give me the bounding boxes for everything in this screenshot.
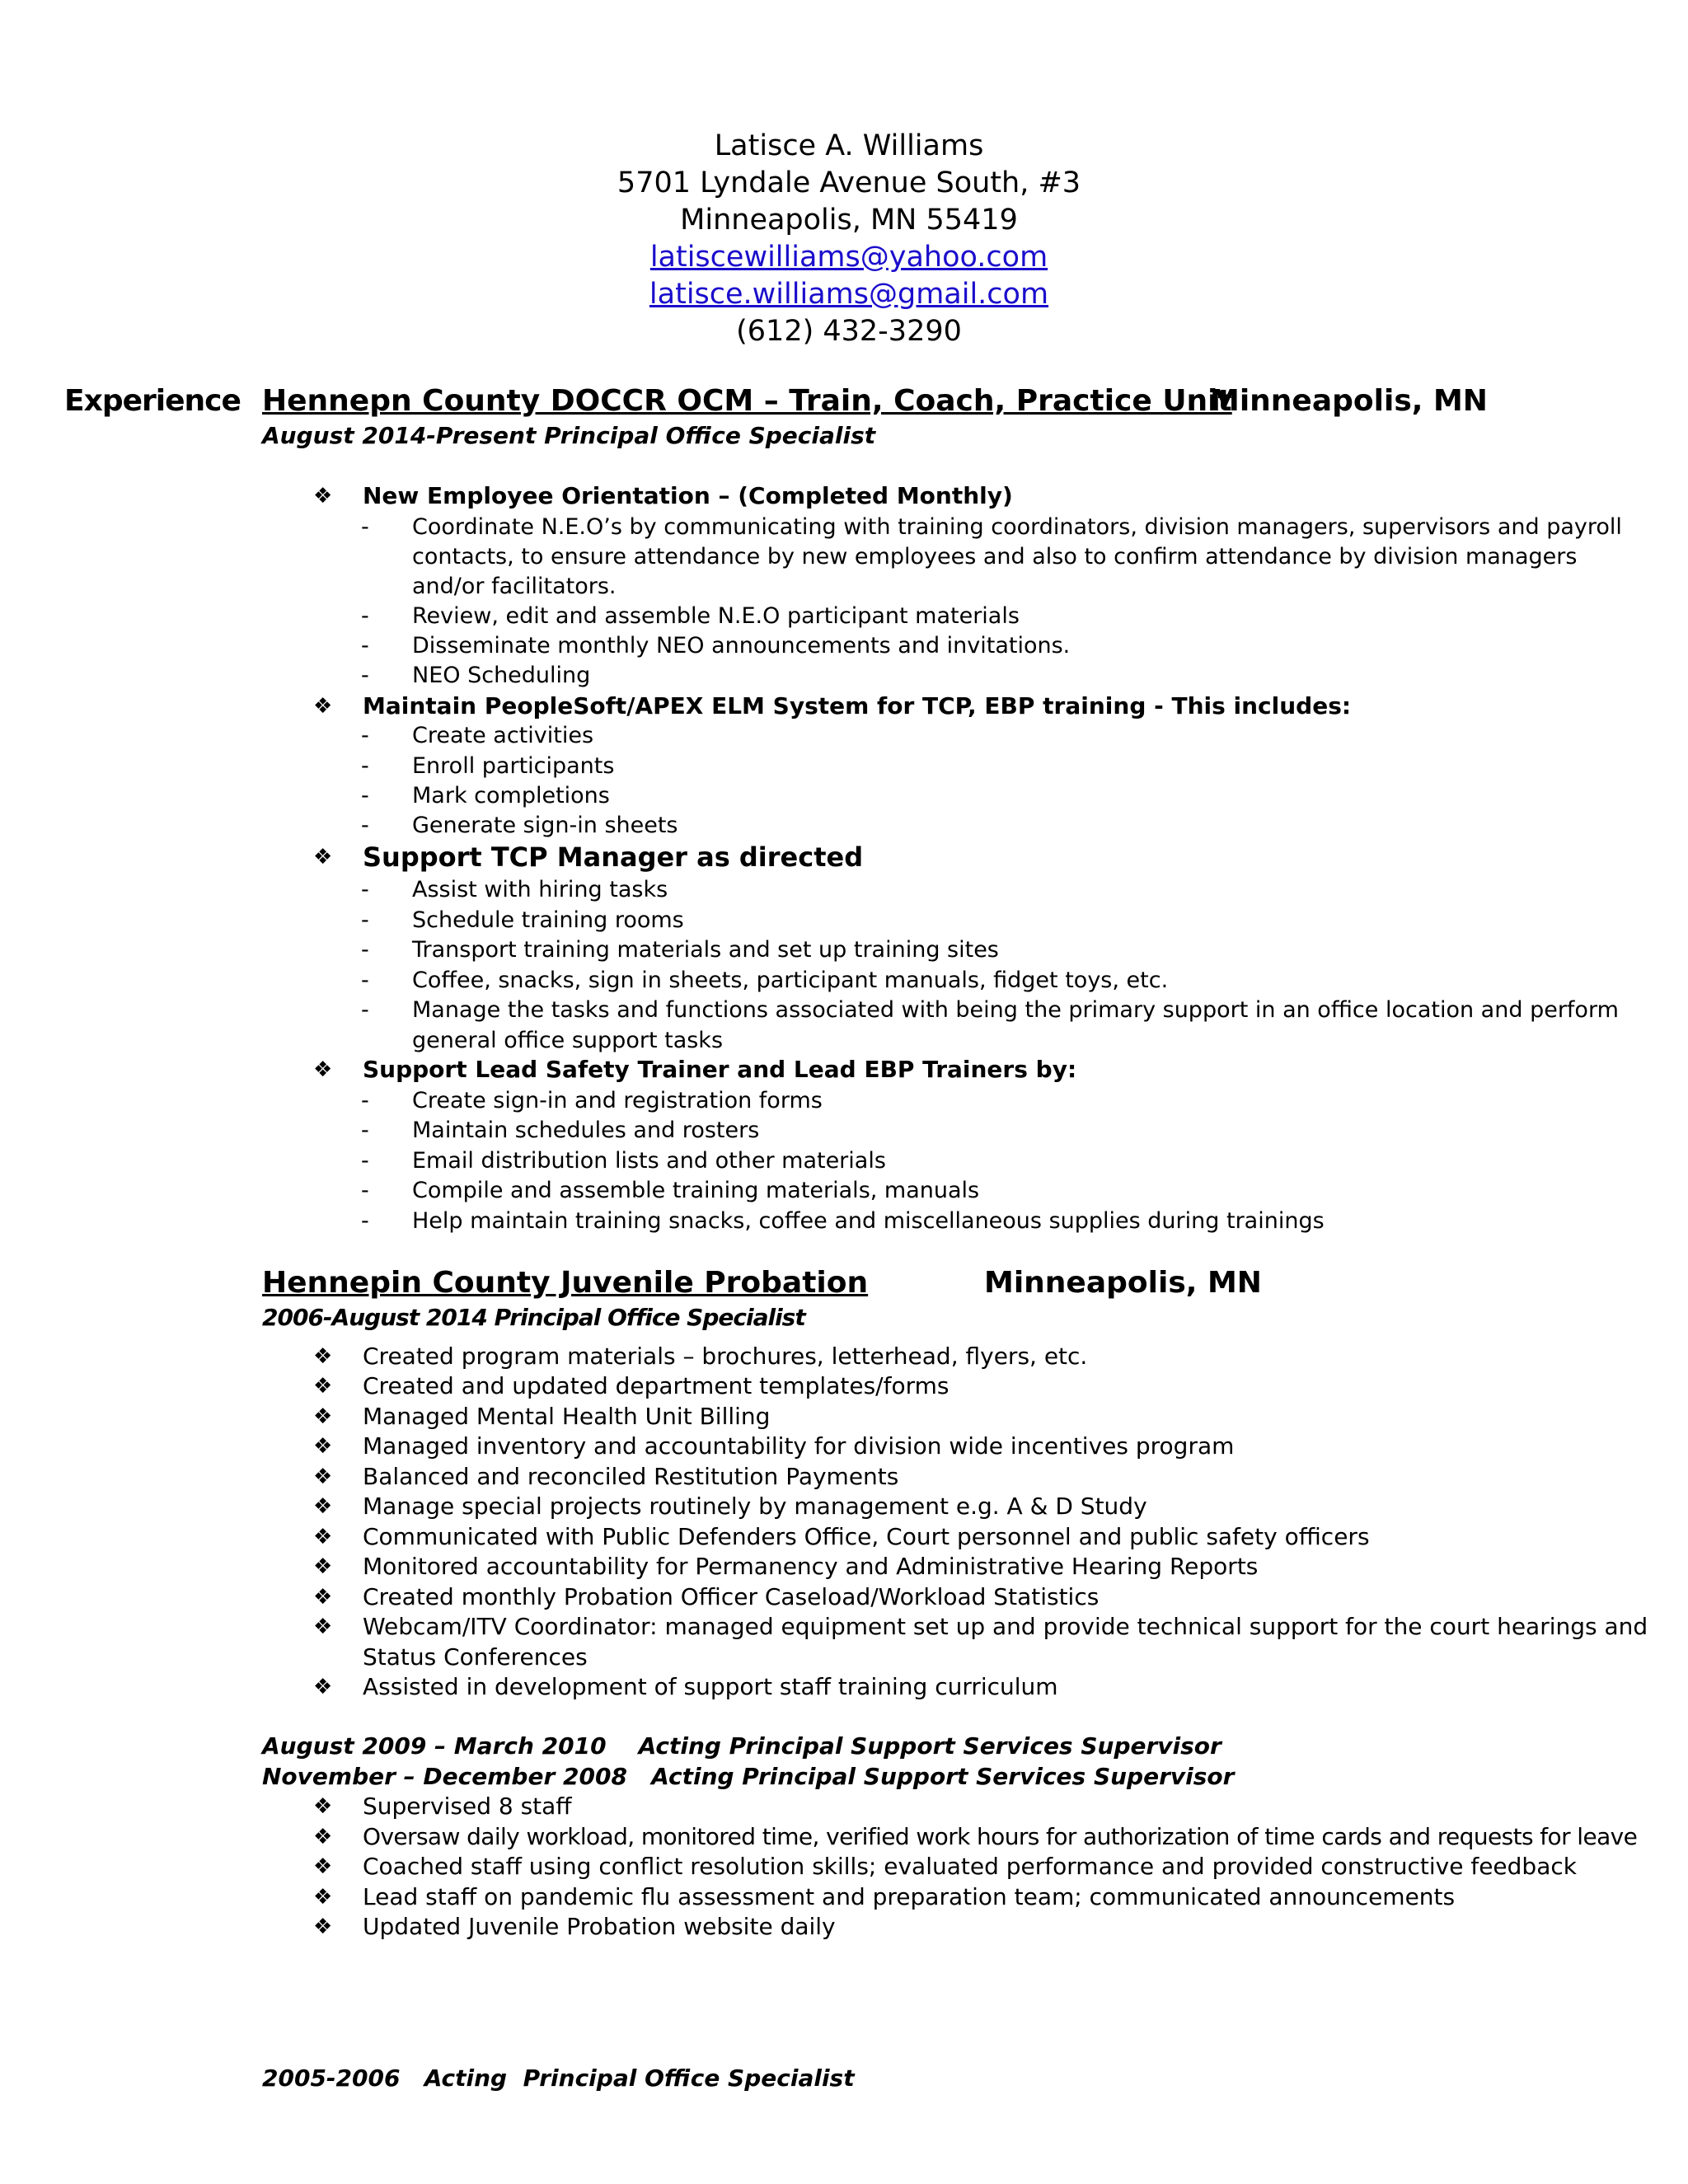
diamond-bullet-icon: ❖ — [313, 1615, 333, 1639]
acting-role-line-2: November – December 2008 Acting Principal Support Services Supervisor — [262, 1763, 1235, 1790]
diamond-bullet-icon: ❖ — [313, 1794, 333, 1819]
diamond-bullet-icon: ❖ — [313, 1675, 333, 1699]
diamond-bullet-icon: ❖ — [313, 1465, 333, 1489]
email-link-yahoo[interactable]: latiscewilliams@yahoo.com — [649, 241, 1048, 274]
diamond-bullet-icon: ❖ — [313, 1374, 333, 1399]
list-item-continuation: contacts, to ensure attendance by new employees and also to confirm attendance by division managers — [412, 544, 1578, 569]
job2-location: Minneapolis, MN — [984, 1266, 1262, 1300]
job2-dates-title: 2006-August 2014 Principal Office Specialist — [262, 1304, 805, 1331]
diamond-bullet-icon: ❖ — [313, 845, 333, 869]
experience-section-label: Experience — [64, 384, 241, 418]
diamond-bullet-icon: ❖ — [313, 1885, 333, 1910]
list-item-continuation: general office support tasks — [412, 1028, 724, 1053]
job2-header — [262, 1266, 1262, 1300]
diamond-bullet-icon: ❖ — [313, 1525, 333, 1549]
diamond-bullet-icon: ❖ — [313, 1494, 333, 1519]
diamond-bullet-icon: ❖ — [313, 1554, 333, 1579]
diamond-bullet-icon: ❖ — [313, 1434, 333, 1459]
diamond-bullet-icon: ❖ — [313, 1344, 333, 1369]
job2-employer: Hennepin County Juvenile Probation — [262, 1266, 869, 1300]
list-item-continuation: and/or facilitators. — [412, 574, 617, 599]
email-link-gmail[interactable]: latisce.williams@gmail.com — [649, 278, 1049, 311]
address-line-2: Minneapolis, MN 55419 — [680, 204, 1018, 237]
diamond-bullet-icon: ❖ — [313, 1057, 333, 1082]
candidate-name: Latisce A. Williams — [714, 129, 984, 162]
address-line-1: 5701 Lyndale Avenue South, #3 — [617, 166, 1081, 199]
acting-role-line-1: August 2009 – March 2010 Acting Principal Support Services Supervisor — [262, 1732, 1221, 1760]
list-item-continuation: Status Conferences — [363, 1643, 588, 1671]
diamond-bullet-icon: ❖ — [313, 1915, 333, 1939]
diamond-bullet-icon: ❖ — [313, 484, 333, 509]
job1-dates-title: August 2014-Present Principal Office Specialist — [262, 422, 876, 449]
diamond-bullet-icon: ❖ — [313, 1585, 333, 1610]
diamond-bullet-icon: ❖ — [313, 1825, 333, 1849]
resume-page: Latisce A. Williams 5701 Lyndale Avenue South, #3 Minneapolis, MN 55419 latiscewilliams@yahoo.com latisce.williams@gmail.com (612) 432-3290 Experience Hennepn County DOCCR OCM – Train, Coach, Practice Unit Minneapolis, MN August 2014-Present Principal Office Specialist ❖ New Employee Orientation – (Completed Monthly) - Coordinate N.E.O’s by communicating with training coordinators, division managers, supervisors and payroll contacts, to ensure attendance by new employees and also to confirm attendance by division managers and/or facilitators. - Review, edit and assemble N.E.O participant materials - Disseminate monthly NEO announcements and invitations. - NEO Scheduling ❖ Maintain PeopleSoft/APEX ELM System for TCP, EBP training - This includes: - Create activities - Enroll participants - Mark completions - Generate sign-in sheets ❖ Support TCP Manager as directed - Assist with hiring tasks - Schedule training rooms - Transport training materials and set up training sites - Coffee, snacks, sign in sheets, participant manuals, fidget toys, etc. - Manage the tasks and functions associated with being the primary support in an office location and perform general office support tasks ❖ Support Lead Safety Trainer and Lead EBP Trainers by: - Create sign-in and registration forms - Maintain schedules and rosters - Email distribution lists and other materials - Compile and assemble training materials, manuals - Help maintain training snacks, coffee and miscellaneous supplies during trainings Hennepin County Juvenile Probation Minneapolis, MN 2006-August 2014 Principal Office Specialist ❖ Created program materials – brochures, letterhead, flyers, etc. ❖ Created and updated department templates/forms ❖ Managed Mental Health Unit Billing ❖ Managed inventory and accountability for division wide incentives program ❖ Balanced and reconciled Restitution Payments ❖ Manage special projects routinely by management e.g. A & D Study ❖ Communicated with Public Defenders Office, Court personnel and public safety officers ❖ Monitored accountability for Permanency and Administrative Hearing Reports ❖ Created monthly Probation Officer Caseload/Workload Statistics ❖ Webcam/ITV Coordinator: managed equipment set up and provide technical support for the court hearings and Status Conferences ❖ Assisted in development of support staff training curriculum August 2009 – March 2010 Acting Principal Support Services Supervisor November – December 2008 Acting Principal Support Services Supervisor ❖ Supervised 8 staff ❖ Oversaw daily workload, monitored time, verified work hours for authorization of time cards and requests for leave ❖ Coached staff using conflict resolution skills; evaluated performance and provided constructive feedback ❖ Lead staff on pandemic flu assessment and preparation team; communicated announcements ❖ Updated Juvenile Probation website daily 2005-2006 Acting Principal Office Specialist — [0, 0, 1688, 2184]
diamond-bullet-icon: ❖ — [313, 1854, 333, 1879]
job1-header — [262, 384, 1488, 418]
job1-location: Minneapolis, MN — [1210, 384, 1488, 418]
diamond-bullet-icon: ❖ — [313, 694, 333, 719]
diamond-bullet-icon: ❖ — [313, 1404, 333, 1429]
phone-number: (612) 432-3290 — [736, 315, 962, 348]
job1-employer: Hennepn County DOCCR OCM – Train, Coach, Practice Unit — [262, 384, 1232, 418]
acting-role-line-3: 2005-2006 Acting Principal Office Specialist — [262, 2064, 855, 2092]
contact-header — [0, 128, 1688, 350]
